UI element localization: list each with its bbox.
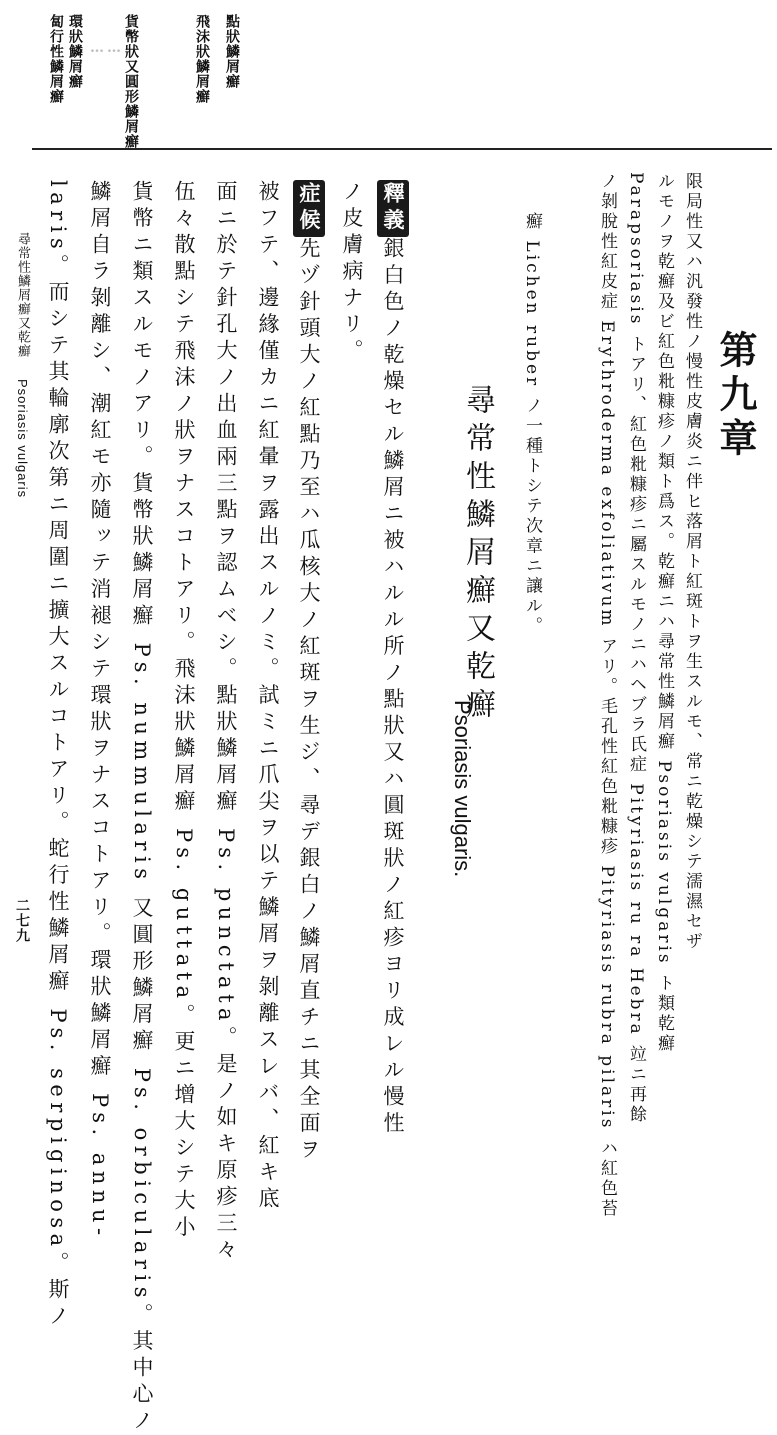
symptoms-tag: 症候 <box>293 180 325 237</box>
top-index-line: 環狀鱗屑癬 <box>67 14 83 89</box>
top-index-line: 飛沫狀鱗屑癬 <box>194 14 210 104</box>
symptom-line: 伍々散點シテ飛沫ノ狀ヲナスコトアリ。飛沫狀鱗屑癬 Ps. guttata。更ニ增大シテ大小 <box>172 180 196 1243</box>
intro-line: 限局性又ハ汎發性ノ慢性皮膚炎ニ伴ヒ落屑ト紅斑トヲ生スルモ、常ニ乾燥シテ濡濕セザ <box>682 172 702 952</box>
top-index-line: 匐行性鱗屑癬 <box>48 14 64 104</box>
intro-line: 癬 Lichen ruber ノ一種トシテ次章ニ讓ル。 <box>522 212 542 637</box>
definition-tag: 釋義 <box>377 180 409 237</box>
page-number: 二七九 <box>14 898 30 943</box>
intro-line: ノ剝脫性紅皮症 Erythroderma exfoliativum アリ。毛孔性紅色粃糠疹 Pityriasis rubra pilaris ハ紅色苔 <box>597 172 617 1219</box>
symptom-line: 被フテ、邊緣僅カニ紅暈ヲ露出スルノミ。試ミニ爪尖ヲ以テ鱗屑ヲ剝離スレバ、紅キ底 <box>256 180 280 1214</box>
intro-line: Parapsoriasis トアリ、紅色粃糠疹ニ屬スルモノニハヘブラ氏症 Pityriasis ru ra Hebra 竝ニ再餘 <box>626 172 646 1126</box>
chapter-title: 第九章 <box>713 330 758 462</box>
top-index-faded-line: … <box>106 40 122 57</box>
definition-line: ノ皮膚病ナリ。 <box>340 180 364 366</box>
section-latin-title: Psoriasis vulgaris. <box>450 700 475 878</box>
definition-line <box>377 180 409 1138</box>
top-index-line: 貨幣狀又圓形鱗屑癬 <box>123 14 139 149</box>
intro-line: ルモノヲ乾癬及ビ紅色粃糠疹ノ類ト爲ス。乾癬ニハ尋常性鱗屑癬 Psoriasis vulgaris ト類乾癬 <box>654 172 674 1055</box>
symptom-line: laris。而シテ其輪廓次第ニ周圍ニ擴大スルコトアリ。蛇行性鱗屑癬 Ps. serpiginosa。斯ノ <box>46 180 70 1332</box>
header-rule <box>32 148 772 150</box>
symptom-line: 面ニ於テ針孔大ノ出血兩三點ヲ認ムベシ。點狀鱗屑癬 Ps. punctata。是ノ如キ原疹三々 <box>214 180 238 1265</box>
running-head-latin: Psoriasis vulgaris <box>15 379 30 499</box>
top-index-line: 點狀鱗屑癬 <box>224 14 240 89</box>
symptom-text: 先ヅ針頭大ノ紅點乃至ハ瓜核大ノ紅斑ヲ生ジ、尋デ銀白ノ鱗屑直チニ其全面ヲ <box>297 237 321 1165</box>
section-title: 尋常性鱗屑癬又乾癬 <box>460 384 495 726</box>
symptom-line: 鱗屑自ラ剝離シ、潮紅モ亦隨ッテ消褪シテ環狀ヲナスコトアリ。環狀鱗屑癬 Ps. annu- <box>88 180 112 1241</box>
running-head-title: 尋常性鱗屑癬又乾癬 <box>15 232 30 358</box>
symptom-line: 貨幣ニ類スルモノアリ。貨幣狀鱗屑癬 Ps. nummularis 又圓形鱗屑癬 Ps. orbicularis。其中心ノ <box>130 180 154 1435</box>
definition-text: 銀白色ノ乾燥セル鱗屑ニ被ハルル所ノ點狀又ハ圓斑狀ノ紅疹ヨリ成レル慢性 <box>381 237 405 1138</box>
top-index-faded-line: … <box>89 40 105 57</box>
running-head <box>13 232 32 498</box>
symptom-line <box>293 180 325 1165</box>
